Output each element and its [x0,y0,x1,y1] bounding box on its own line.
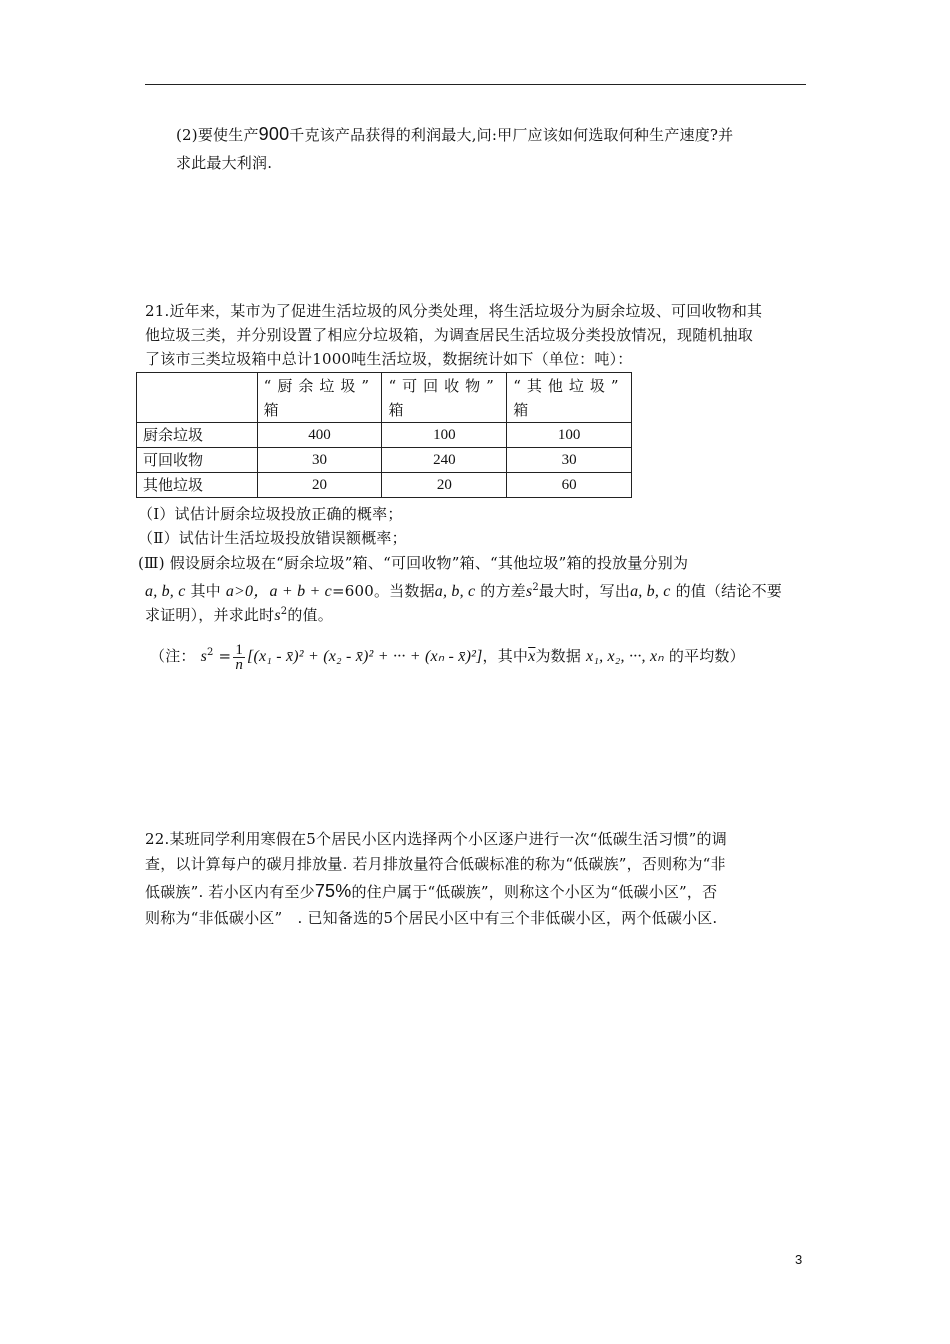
q22-line2: 查，以计算每户的碳月排放量. 若月排放量符合低碳标准的称为“低碳族”，否则称为“非 [145,855,726,873]
page-number: 3 [795,1252,803,1267]
row-label: 其他垃圾 [137,473,258,498]
row-label: 可回收物 [137,448,258,473]
q22-line4: 则称为“非低碳小区” . 已知备选的5个居民小区中有三个非低碳小区，两个低碳小区. [145,909,718,927]
table-cell: 60 [507,473,632,498]
q20-amount: 900 [258,124,290,144]
row-label: 厨余垃圾 [137,423,258,448]
table-corner-cell [137,373,258,423]
table-cell: 20 [382,473,507,498]
table-header-cell: “厨余垃圾” 箱 [257,373,382,423]
q22-line3: 低碳族”. 若小区内有至少75%的住户属于“低碳族”，则称这个小区为“低碳小区”，否 [145,881,718,901]
table-header-cell: “可回收物” 箱 [382,373,507,423]
q21-part3-line3: 求证明），并求此时$s^2$的值。 [145,606,333,624]
table-header-cell: “其他垃圾” 箱 [507,373,632,423]
q21-note-formula: （注： $s^2$ = $\frac{1}{n}$ [(x₁ - x̄)² + (x₂ - x̄)² + ··· + (xₙ - x̄)²]，其中$\overline{x}$为数据 x₁, x₂, ···, xₙ 的平均数） [150,641,745,673]
table-header-row [137,373,632,423]
q21-line3: 了该市三类垃圾箱中总计1000吨生活垃圾，数据统计如下（单位：吨）： [145,350,633,368]
q22-line1: 22.某班同学利用寒假在5个居民小区内选择两个小区逐户进行一次“低碳生活习惯”的调 [145,830,727,848]
q21-line2: 他垃圾三类，并分别设置了相应分垃圾箱，为调查居民生活垃圾分类投放情况，现随机抽取 [145,326,754,344]
table-cell: 20 [257,473,382,498]
table-cell: 30 [257,448,382,473]
table-cell: 240 [382,448,507,473]
q21-part1: （Ⅰ）试估计厨余垃圾投放正确的概率； [138,505,403,523]
table-row [137,473,632,498]
table-row [137,423,632,448]
table-row [137,448,632,473]
q21-part2: （Ⅱ）试估计生活垃圾投放错误额概率； [138,529,407,547]
table-cell: 100 [507,423,632,448]
fraction-one-over-n: $\frac{1}{n}$ [235,641,244,673]
table-cell: 100 [382,423,507,448]
q20-part2-line2: 求此最大利润. [176,154,273,172]
q22-percentage: 75% [314,881,352,901]
table-cell: 400 [257,423,382,448]
q21-part3-line1: (Ⅲ) 假设厨余垃圾在“厨余垃圾”箱、“可回收物”箱、“其他垃圾”箱的投放量分别为 [138,554,689,572]
garbage-data-table [136,372,632,498]
header-rule [145,84,806,85]
table-cell: 30 [507,448,632,473]
q21-part3-line2: a, b, c 其中 a>0，a + b + c=600。当数据a, b, c 的方差$s^2$最大时，写出a, b, c 的值（结论不要 [145,582,782,600]
q21-line1: 21.近年来，某市为了促进生活垃圾的风分类处理，将生活垃圾分为厨余垃圾、可回收物和其 [145,302,763,320]
q20-part2-line1: (2)要使生产900千克该产品获得的利润最大,问:甲厂应该如何选取何种生产速度?并 [176,124,734,144]
